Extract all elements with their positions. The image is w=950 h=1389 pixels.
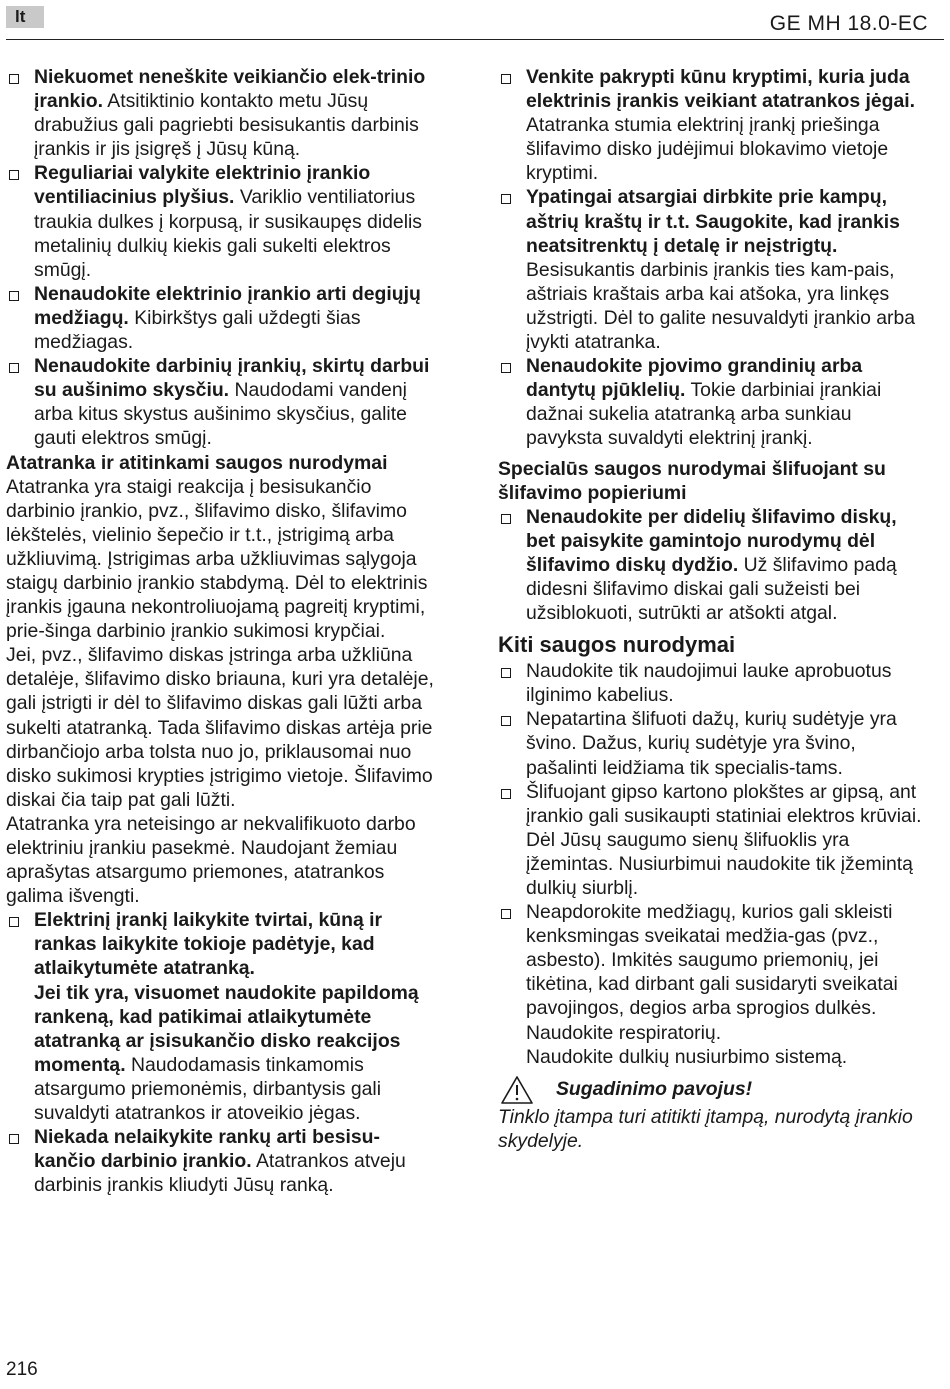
item-text: Naudokite tik naudojimui lauke aprobuotus ilginimo kabelius.: [526, 660, 892, 707]
list-item: [498, 354, 930, 450]
paragraph: Jei, pvz., šlifavimo diskas įstringa arba užkliūna detalėje, šlifavimo disko briauna, kuri yra detalėje, gali įstrigti ir dėl to šlifavimo diskas gali lūžti arba sukelti atatranką. Tada šlifavimo diskas artėja prie dirbančiojo arba tolsta nuo jo, priklausomai nuo disko sukimosi krypties įstrigimo vietoje. Šlifavimo diskai čia taip pat gali lūžti.: [6, 644, 434, 811]
bullet-icon: [9, 1134, 19, 1144]
list-item: [498, 707, 930, 779]
section-title: Atatranka ir atitinkami saugos nurodymai: [6, 451, 388, 474]
language-tab: lt: [6, 6, 44, 28]
item-bold: Nenaudokite per didelių šlifavimo diskų, bet paisykite gamintojo nurodymų dėl šlifavimo diskų dydžio.: [526, 505, 897, 576]
list-item: [498, 185, 930, 354]
bullet-icon: [501, 363, 511, 373]
right-column: [498, 65, 930, 1153]
item-text: Atatrankos atveju darbinis įrankis kliudyti Jūsų ranką.: [34, 1150, 406, 1197]
bullet-icon: [9, 363, 19, 373]
bullet-icon: [9, 917, 19, 927]
list-item: [6, 354, 434, 450]
warning-title: Sugadinimo pavojus!: [556, 1077, 753, 1100]
bullet-icon: [501, 789, 511, 799]
paragraph: Atatranka yra neteisingo ar nekvalifikuoto darbo elektriniu įrankiu pasekmė. Naudojant žemiau aprašytas atsargumo priemones, atatrankos galima išvengti.: [6, 812, 416, 908]
item-text: Atatranka stumia elektrinį įrankį priešinga šlifavimo disko judėjimui blokavimo vietoje kryptimi.: [526, 114, 889, 185]
item-bold: Nenaudokite elektrinio įrankio arti degiųjų medžiagų.: [34, 282, 421, 329]
bullet-icon: [9, 74, 19, 84]
item-bold: Reguliariai valykite elektrinio įrankio ventiliacinius plyšius.: [34, 162, 371, 209]
bullet-icon: [9, 170, 19, 180]
warning-text: Tinklo įtampa turi atitikti įtampą, nurodytą įrankio skydelyje.: [498, 1105, 913, 1152]
list-item: [498, 659, 930, 707]
item-bold: Nenaudokite pjovimo grandinių arba dantytų pjūklelių.: [526, 355, 863, 402]
list-item: [6, 161, 434, 281]
item-bold: Jei tik yra, visuomet naudokite papildomą rankeną, kad patikimai atlaikytumėte atatranką ar įsisukančio disko reakcijos momentą.: [34, 981, 419, 1076]
list-item: [6, 65, 434, 161]
item-text: Naudokite respiratorių.: [526, 1021, 722, 1044]
list-item: [498, 65, 930, 185]
bullet-icon: [501, 194, 511, 204]
item-bold: Elektrinį įrankį laikykite tvirtai, kūną ir rankas laikykite tokioje padėtyje, kad atlaikytumėte atatranką.: [34, 909, 383, 980]
item-text: Tokie darbiniai įrankiai dažnai sukelia atatranką arba sunkiau pavyksta suvaldyti elektrinį įrankį.: [526, 379, 882, 450]
paragraph: Atatranka yra staigi reakcija į besisukančio darbinio įrankio, pvz., šlifavimo disko, šlifavimo lėkštelės, vielinio šepečio ir t.t., įstrigimą arba užkliuvimą. Įstrigimas arba užkliuvimas sąlygoja staigų darbinio įrankio stabdymą. Dėl to elektrinis įrankis įgauna nekontroliuojamą pagreitį kryptimi, prie-šinga darbinio įrankio sukimosi krypčiai.: [6, 475, 428, 643]
warning-heading: [498, 1077, 930, 1105]
list-item: [6, 1125, 434, 1197]
item-text: Naudokite dulkių nusiurbimo sistemą.: [526, 1045, 848, 1068]
model-name: GE MH 18.0-EC: [769, 12, 928, 35]
list-item: [498, 780, 930, 900]
subsection-title: Specialūs saugos nurodymai šlifuojant su šlifavimo popieriumi: [498, 457, 886, 504]
item-text: Nepatartina šlifuoti dažų, kurių sudėtyje yra švino. Dažus, kurių sudėtyje yra švino, pašalinti leidžiama tik specialis-tams.: [526, 708, 897, 779]
bullet-icon: [501, 668, 511, 678]
item-text: Variklio ventiliatorius traukia dulkes į korpusą, ir susikaupęs didelis metalinių dulkių kiekis gali sukelti elektros smūgį.: [34, 186, 423, 281]
item-text: Šlifuojant gipso kartono plokštes ar gipsą, ant įrankio gali susikaupti statiniai elektros krūviai. Dėl Jūsų saugumo sienų šlifuoklis yra įžemintas. Nusiurbimui naudokite tik įžemintą dulkių siurblį.: [526, 780, 922, 899]
bullet-icon: [501, 716, 511, 726]
bullet-icon: [501, 74, 511, 84]
item-text: Atsitiktinio kontakto metu Jūsų drabužius gali pagriebti besisukantis darbinis įrankis ir jis įsigręš į Jūsų kūną.: [34, 90, 419, 161]
warning-triangle-icon: [500, 1075, 534, 1105]
bullet-icon: [501, 514, 511, 524]
item-bold: Niekuomet neneškite veikiančio elek-trinio įrankio.: [34, 66, 426, 113]
bullet-icon: [9, 291, 19, 301]
page-number: 216: [6, 1359, 38, 1380]
item-text: Kibirkštys gali uždegti šias medžiagas.: [34, 306, 361, 354]
bullet-icon: [501, 909, 511, 919]
list-item: [6, 282, 434, 354]
item-text: Neapdorokite medžiagų, kurios gali skleisti kenksmingas sveikatai medžia-gas (pvz., asbesto). Imkitės saugumo priemonių, jei tikėtina, kad dirbant gali susidaryti sveikatai pavojingos, degios arba sprogios dulkės.: [526, 901, 898, 1020]
list-item: [6, 908, 434, 1125]
list-item: [498, 900, 930, 1069]
item-bold: Venkite pakrypti kūnu kryptimi, kuria juda elektrinis įrankis veikiant atatrankos jėgai.: [526, 66, 916, 113]
other-safety-title: Kiti saugos nurodymai: [498, 632, 736, 658]
item-text: Besisukantis darbinis įrankis ties kam-pais, aštriais kraštais arba kai atšoka, yra linkęs užstrigti. Dėl to galite nesuvaldyti įrankio arba įvykti atatranka.: [526, 258, 916, 354]
item-bold: Niekada nelaikykite rankų arti besisu-kančio darbinio įrankio.: [34, 1126, 380, 1173]
header-rule: [6, 39, 944, 40]
item-text: Naudodamasis tinkamomis atsargumo priemonėmis, dirbantysis gali suvaldyti atatrankos ir atoveikio jėgas.: [34, 1053, 382, 1125]
item-bold: Nenaudokite darbinių įrankių, skirtų darbui su aušinimo skysčiu.: [34, 355, 430, 402]
list-item: [498, 505, 930, 625]
item-text: Už šlifavimo padą didesni šlifavimo diskai gali sužeisti bei užsiblokuoti, sutrūkti ar atšokti atgal.: [526, 553, 897, 625]
item-bold: Ypatingai atsargiai dirbkite prie kampų, aštrių kraštų ir t.t. Saugokite, kad įrankis neatsitrenktų į detalę ir neįstrigtų.: [526, 186, 900, 257]
left-column: [6, 65, 434, 1197]
item-text: Naudodami vandenį arba kitus skystus aušinimo skysčius, galite gauti elektros smūgį.: [34, 379, 407, 450]
